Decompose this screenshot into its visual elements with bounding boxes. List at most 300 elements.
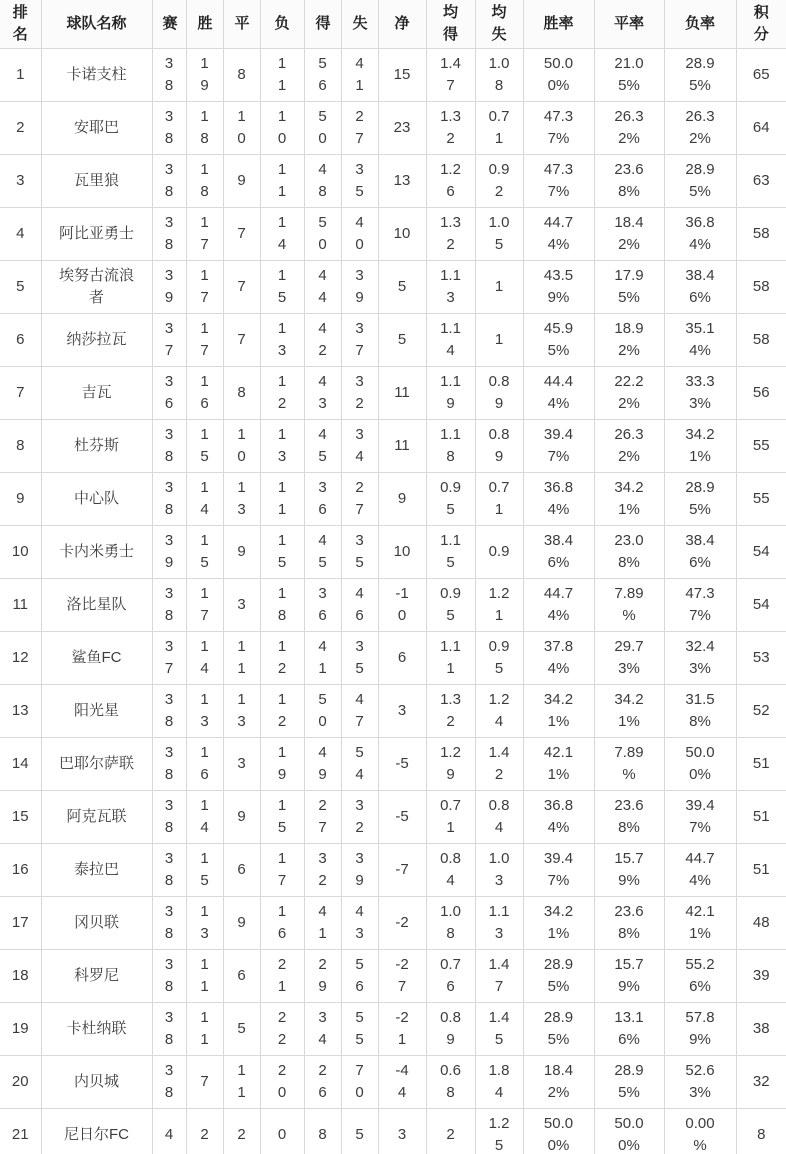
draw-rate-cell: 26.32%: [594, 419, 664, 472]
loss-rate-cell: 34.21%: [664, 419, 736, 472]
avg-goals-against-cell: 0.84: [475, 790, 523, 843]
wins-cell: 7: [186, 1055, 223, 1108]
losses-cell: 15: [260, 790, 304, 843]
goals-against-cell: 32: [341, 366, 378, 419]
avg-goals-against-cell: 1.25: [475, 1108, 523, 1154]
points-cell: 32: [736, 1055, 786, 1108]
avg-goals-for-cell: 1.11: [426, 631, 475, 684]
win-rate-cell: 28.95%: [523, 949, 594, 1002]
wins-cell: 19: [186, 48, 223, 101]
table-row: [0, 1055, 786, 1108]
matches-played-cell: 38: [152, 101, 186, 154]
points-cell: 58: [736, 207, 786, 260]
goals-for-cell: 50: [304, 684, 341, 737]
matches-played-cell: 38: [152, 843, 186, 896]
win-rate-cell: 44.74%: [523, 207, 594, 260]
avg-goals-against-cell: 0.92: [475, 154, 523, 207]
losses-cell: 17: [260, 843, 304, 896]
points-cell: 58: [736, 260, 786, 313]
table-row: [0, 578, 786, 631]
loss-rate-cell: 26.32%: [664, 101, 736, 154]
goal-diff-cell: -7: [378, 843, 426, 896]
losses-cell: 18: [260, 578, 304, 631]
avg-goals-against-cell: 1.13: [475, 896, 523, 949]
avg-goals-against-cell: 1: [475, 313, 523, 366]
avg-goals-for-cell: 1.32: [426, 684, 475, 737]
wins-cell: 17: [186, 578, 223, 631]
table-row: [0, 260, 786, 313]
avg-goals-for-cell: 1.29: [426, 737, 475, 790]
avg-goals-for-cell: 0.76: [426, 949, 475, 1002]
wins-cell: 17: [186, 313, 223, 366]
losses-cell: 10: [260, 101, 304, 154]
points-cell: 56: [736, 366, 786, 419]
losses-cell: 0: [260, 1108, 304, 1154]
header-row: [0, 0, 786, 48]
avg-goals-against-cell: 1.03: [475, 843, 523, 896]
loss-rate-cell: 0.00%: [664, 1108, 736, 1154]
draw-rate-cell: 18.42%: [594, 207, 664, 260]
wins-cell: 15: [186, 843, 223, 896]
matches-played-cell: 38: [152, 578, 186, 631]
table-row: [0, 1108, 786, 1154]
wins-cell: 18: [186, 154, 223, 207]
matches-played-cell: 38: [152, 1002, 186, 1055]
goal-diff-cell: 3: [378, 684, 426, 737]
goal-diff-cell: 5: [378, 260, 426, 313]
avg-goals-against-cell: 1.47: [475, 949, 523, 1002]
matches-played-cell: 38: [152, 737, 186, 790]
draws-cell: 10: [223, 419, 260, 472]
loss-rate-cell: 33.33%: [664, 366, 736, 419]
column-header-loss-rate: 负率: [664, 0, 736, 48]
wins-cell: 13: [186, 896, 223, 949]
team-name-cell: 阳光星: [41, 684, 152, 737]
goals-against-cell: 39: [341, 260, 378, 313]
goals-for-cell: 45: [304, 525, 341, 578]
draw-rate-cell: 29.73%: [594, 631, 664, 684]
win-rate-cell: 34.21%: [523, 684, 594, 737]
goals-for-cell: 32: [304, 843, 341, 896]
draws-cell: 2: [223, 1108, 260, 1154]
matches-played-cell: 38: [152, 684, 186, 737]
goals-for-cell: 36: [304, 578, 341, 631]
table-row: [0, 896, 786, 949]
avg-goals-for-cell: 1.32: [426, 101, 475, 154]
avg-goals-against-cell: 0.9: [475, 525, 523, 578]
loss-rate-cell: 42.11%: [664, 896, 736, 949]
column-header-points: 积分: [736, 0, 786, 48]
wins-cell: 18: [186, 101, 223, 154]
points-cell: 63: [736, 154, 786, 207]
draws-cell: 3: [223, 737, 260, 790]
avg-goals-against-cell: 0.89: [475, 366, 523, 419]
losses-cell: 21: [260, 949, 304, 1002]
loss-rate-cell: 47.37%: [664, 578, 736, 631]
matches-played-cell: 38: [152, 207, 186, 260]
goal-diff-cell: 11: [378, 419, 426, 472]
avg-goals-against-cell: 0.89: [475, 419, 523, 472]
goal-diff-cell: -44: [378, 1055, 426, 1108]
goals-for-cell: 8: [304, 1108, 341, 1154]
rank-cell: 8: [0, 419, 41, 472]
draws-cell: 11: [223, 1055, 260, 1108]
goal-diff-cell: -21: [378, 1002, 426, 1055]
goals-against-cell: 56: [341, 949, 378, 1002]
points-cell: 8: [736, 1108, 786, 1154]
goals-against-cell: 39: [341, 843, 378, 896]
avg-goals-against-cell: 1.24: [475, 684, 523, 737]
goals-against-cell: 55: [341, 1002, 378, 1055]
draw-rate-cell: 23.68%: [594, 154, 664, 207]
goals-against-cell: 54: [341, 737, 378, 790]
points-cell: 39: [736, 949, 786, 1002]
draw-rate-cell: 34.21%: [594, 684, 664, 737]
goals-for-cell: 43: [304, 366, 341, 419]
draws-cell: 9: [223, 525, 260, 578]
goal-diff-cell: -5: [378, 737, 426, 790]
table-row: [0, 790, 786, 843]
goals-against-cell: 32: [341, 790, 378, 843]
win-rate-cell: 36.84%: [523, 790, 594, 843]
team-name-cell: 瓦里狼: [41, 154, 152, 207]
rank-cell: 7: [0, 366, 41, 419]
points-cell: 65: [736, 48, 786, 101]
goals-against-cell: 5: [341, 1108, 378, 1154]
team-name-cell: 吉瓦: [41, 366, 152, 419]
wins-cell: 2: [186, 1108, 223, 1154]
team-name-cell: 阿克瓦联: [41, 790, 152, 843]
team-name-cell: 巴耶尔萨联: [41, 737, 152, 790]
wins-cell: 16: [186, 366, 223, 419]
table-row: [0, 419, 786, 472]
loss-rate-cell: 57.89%: [664, 1002, 736, 1055]
draw-rate-cell: 23.68%: [594, 790, 664, 843]
avg-goals-for-cell: 1.47: [426, 48, 475, 101]
wins-cell: 14: [186, 472, 223, 525]
win-rate-cell: 47.37%: [523, 101, 594, 154]
team-name-cell: 泰拉巴: [41, 843, 152, 896]
avg-goals-against-cell: 1.84: [475, 1055, 523, 1108]
avg-goals-for-cell: 1.14: [426, 313, 475, 366]
draws-cell: 13: [223, 684, 260, 737]
goals-against-cell: 35: [341, 525, 378, 578]
win-rate-cell: 28.95%: [523, 1002, 594, 1055]
draws-cell: 7: [223, 260, 260, 313]
avg-goals-for-cell: 1.19: [426, 366, 475, 419]
matches-played-cell: 38: [152, 419, 186, 472]
draws-cell: 13: [223, 472, 260, 525]
draws-cell: 10: [223, 101, 260, 154]
team-name-cell: 埃努古流浪者: [41, 260, 152, 313]
loss-rate-cell: 55.26%: [664, 949, 736, 1002]
draw-rate-cell: 22.22%: [594, 366, 664, 419]
wins-cell: 14: [186, 790, 223, 843]
team-name-cell: 科罗尼: [41, 949, 152, 1002]
column-header-goal-diff: 净: [378, 0, 426, 48]
win-rate-cell: 34.21%: [523, 896, 594, 949]
table-header: [0, 0, 786, 48]
avg-goals-for-cell: 0.95: [426, 472, 475, 525]
losses-cell: 14: [260, 207, 304, 260]
wins-cell: 15: [186, 525, 223, 578]
avg-goals-for-cell: 0.95: [426, 578, 475, 631]
loss-rate-cell: 35.14%: [664, 313, 736, 366]
win-rate-cell: 18.42%: [523, 1055, 594, 1108]
loss-rate-cell: 28.95%: [664, 154, 736, 207]
matches-played-cell: 38: [152, 790, 186, 843]
rank-cell: 16: [0, 843, 41, 896]
loss-rate-cell: 31.58%: [664, 684, 736, 737]
points-cell: 52: [736, 684, 786, 737]
table-row: [0, 631, 786, 684]
table-row: [0, 101, 786, 154]
wins-cell: 16: [186, 737, 223, 790]
matches-played-cell: 38: [152, 48, 186, 101]
matches-played-cell: 39: [152, 525, 186, 578]
team-name-cell: 卡诺支柱: [41, 48, 152, 101]
losses-cell: 12: [260, 366, 304, 419]
goal-diff-cell: 15: [378, 48, 426, 101]
losses-cell: 13: [260, 313, 304, 366]
team-name-cell: 安耶巴: [41, 101, 152, 154]
goals-for-cell: 34: [304, 1002, 341, 1055]
wins-cell: 11: [186, 949, 223, 1002]
goals-against-cell: 27: [341, 101, 378, 154]
goal-diff-cell: 10: [378, 525, 426, 578]
points-cell: 55: [736, 419, 786, 472]
table-row: [0, 472, 786, 525]
rank-cell: 15: [0, 790, 41, 843]
avg-goals-against-cell: 0.71: [475, 101, 523, 154]
column-header-avg-goals-against: 均失: [475, 0, 523, 48]
matches-played-cell: 38: [152, 896, 186, 949]
goals-against-cell: 70: [341, 1055, 378, 1108]
losses-cell: 19: [260, 737, 304, 790]
draw-rate-cell: 7.89%: [594, 737, 664, 790]
points-cell: 38: [736, 1002, 786, 1055]
wins-cell: 11: [186, 1002, 223, 1055]
goals-for-cell: 50: [304, 207, 341, 260]
goals-against-cell: 43: [341, 896, 378, 949]
goals-against-cell: 47: [341, 684, 378, 737]
matches-played-cell: 38: [152, 949, 186, 1002]
draws-cell: 11: [223, 631, 260, 684]
win-rate-cell: 50.00%: [523, 1108, 594, 1154]
goal-diff-cell: 11: [378, 366, 426, 419]
win-rate-cell: 39.47%: [523, 419, 594, 472]
rank-cell: 13: [0, 684, 41, 737]
table-row: [0, 313, 786, 366]
draws-cell: 9: [223, 790, 260, 843]
table-row: [0, 48, 786, 101]
goals-against-cell: 46: [341, 578, 378, 631]
avg-goals-against-cell: 1.08: [475, 48, 523, 101]
draw-rate-cell: 15.79%: [594, 843, 664, 896]
draws-cell: 7: [223, 313, 260, 366]
goal-diff-cell: -2: [378, 896, 426, 949]
loss-rate-cell: 44.74%: [664, 843, 736, 896]
avg-goals-for-cell: 1.18: [426, 419, 475, 472]
avg-goals-for-cell: 1.32: [426, 207, 475, 260]
losses-cell: 22: [260, 1002, 304, 1055]
draws-cell: 7: [223, 207, 260, 260]
loss-rate-cell: 38.46%: [664, 525, 736, 578]
rank-cell: 4: [0, 207, 41, 260]
wins-cell: 13: [186, 684, 223, 737]
column-header-goals-against: 失: [341, 0, 378, 48]
losses-cell: 16: [260, 896, 304, 949]
team-name-cell: 尼日尔FC: [41, 1108, 152, 1154]
loss-rate-cell: 39.47%: [664, 790, 736, 843]
team-name-cell: 纳莎拉瓦: [41, 313, 152, 366]
draws-cell: 6: [223, 843, 260, 896]
goal-diff-cell: 3: [378, 1108, 426, 1154]
goal-diff-cell: -10: [378, 578, 426, 631]
wins-cell: 14: [186, 631, 223, 684]
goals-against-cell: 40: [341, 207, 378, 260]
draw-rate-cell: 21.05%: [594, 48, 664, 101]
column-header-goals-for: 得: [304, 0, 341, 48]
team-name-cell: 阿比亚勇士: [41, 207, 152, 260]
draws-cell: 6: [223, 949, 260, 1002]
losses-cell: 12: [260, 631, 304, 684]
avg-goals-against-cell: 0.71: [475, 472, 523, 525]
avg-goals-for-cell: 1.26: [426, 154, 475, 207]
loss-rate-cell: 32.43%: [664, 631, 736, 684]
goal-diff-cell: 9: [378, 472, 426, 525]
table-row: [0, 154, 786, 207]
goals-for-cell: 41: [304, 896, 341, 949]
rank-cell: 17: [0, 896, 41, 949]
avg-goals-for-cell: 0.84: [426, 843, 475, 896]
table-row: [0, 843, 786, 896]
rank-cell: 21: [0, 1108, 41, 1154]
rank-cell: 12: [0, 631, 41, 684]
rank-cell: 9: [0, 472, 41, 525]
win-rate-cell: 39.47%: [523, 843, 594, 896]
team-name-cell: 杜芬斯: [41, 419, 152, 472]
rank-cell: 19: [0, 1002, 41, 1055]
draw-rate-cell: 50.00%: [594, 1108, 664, 1154]
win-rate-cell: 36.84%: [523, 472, 594, 525]
draw-rate-cell: 23.68%: [594, 896, 664, 949]
win-rate-cell: 42.11%: [523, 737, 594, 790]
matches-played-cell: 4: [152, 1108, 186, 1154]
draws-cell: 3: [223, 578, 260, 631]
losses-cell: 11: [260, 154, 304, 207]
loss-rate-cell: 28.95%: [664, 472, 736, 525]
avg-goals-against-cell: 1.42: [475, 737, 523, 790]
loss-rate-cell: 52.63%: [664, 1055, 736, 1108]
column-header-wins: 胜: [186, 0, 223, 48]
win-rate-cell: 38.46%: [523, 525, 594, 578]
column-header-draws: 平: [223, 0, 260, 48]
rank-cell: 5: [0, 260, 41, 313]
draw-rate-cell: 18.92%: [594, 313, 664, 366]
losses-cell: 12: [260, 684, 304, 737]
draw-rate-cell: 7.89%: [594, 578, 664, 631]
column-header-rank: 排名: [0, 0, 41, 48]
matches-played-cell: 36: [152, 366, 186, 419]
team-name-cell: 内贝城: [41, 1055, 152, 1108]
team-name-cell: 卡杜纳联: [41, 1002, 152, 1055]
table-row: [0, 525, 786, 578]
table-row: [0, 366, 786, 419]
matches-played-cell: 38: [152, 1055, 186, 1108]
avg-goals-for-cell: 2: [426, 1108, 475, 1154]
goals-against-cell: 37: [341, 313, 378, 366]
avg-goals-against-cell: 1: [475, 260, 523, 313]
team-name-cell: 中心队: [41, 472, 152, 525]
avg-goals-for-cell: 0.68: [426, 1055, 475, 1108]
goals-against-cell: 35: [341, 631, 378, 684]
goals-for-cell: 50: [304, 101, 341, 154]
wins-cell: 17: [186, 207, 223, 260]
column-header-team-name: 球队名称: [41, 0, 152, 48]
avg-goals-against-cell: 1.45: [475, 1002, 523, 1055]
win-rate-cell: 50.00%: [523, 48, 594, 101]
rank-cell: 1: [0, 48, 41, 101]
avg-goals-against-cell: 0.95: [475, 631, 523, 684]
losses-cell: 13: [260, 419, 304, 472]
goals-for-cell: 49: [304, 737, 341, 790]
losses-cell: 11: [260, 48, 304, 101]
goals-for-cell: 27: [304, 790, 341, 843]
goals-for-cell: 44: [304, 260, 341, 313]
table-row: [0, 949, 786, 1002]
goals-for-cell: 45: [304, 419, 341, 472]
points-cell: 64: [736, 101, 786, 154]
matches-played-cell: 37: [152, 313, 186, 366]
points-cell: 58: [736, 313, 786, 366]
points-cell: 51: [736, 737, 786, 790]
goals-against-cell: 41: [341, 48, 378, 101]
table-row: [0, 207, 786, 260]
points-cell: 54: [736, 578, 786, 631]
goal-diff-cell: 10: [378, 207, 426, 260]
team-name-cell: 鲨鱼FC: [41, 631, 152, 684]
draws-cell: 9: [223, 896, 260, 949]
loss-rate-cell: 50.00%: [664, 737, 736, 790]
column-header-losses: 负: [260, 0, 304, 48]
rank-cell: 2: [0, 101, 41, 154]
goals-against-cell: 27: [341, 472, 378, 525]
matches-played-cell: 39: [152, 260, 186, 313]
column-header-win-rate: 胜率: [523, 0, 594, 48]
avg-goals-against-cell: 1.05: [475, 207, 523, 260]
matches-played-cell: 37: [152, 631, 186, 684]
wins-cell: 15: [186, 419, 223, 472]
matches-played-cell: 38: [152, 472, 186, 525]
draws-cell: 9: [223, 154, 260, 207]
points-cell: 53: [736, 631, 786, 684]
table-body: [0, 48, 786, 1154]
win-rate-cell: 44.44%: [523, 366, 594, 419]
column-header-avg-goals-for: 均得: [426, 0, 475, 48]
rank-cell: 11: [0, 578, 41, 631]
rank-cell: 20: [0, 1055, 41, 1108]
draw-rate-cell: 28.95%: [594, 1055, 664, 1108]
loss-rate-cell: 36.84%: [664, 207, 736, 260]
points-cell: 51: [736, 843, 786, 896]
avg-goals-for-cell: 0.89: [426, 1002, 475, 1055]
rank-cell: 3: [0, 154, 41, 207]
avg-goals-against-cell: 1.21: [475, 578, 523, 631]
losses-cell: 11: [260, 472, 304, 525]
draw-rate-cell: 13.16%: [594, 1002, 664, 1055]
draw-rate-cell: 34.21%: [594, 472, 664, 525]
